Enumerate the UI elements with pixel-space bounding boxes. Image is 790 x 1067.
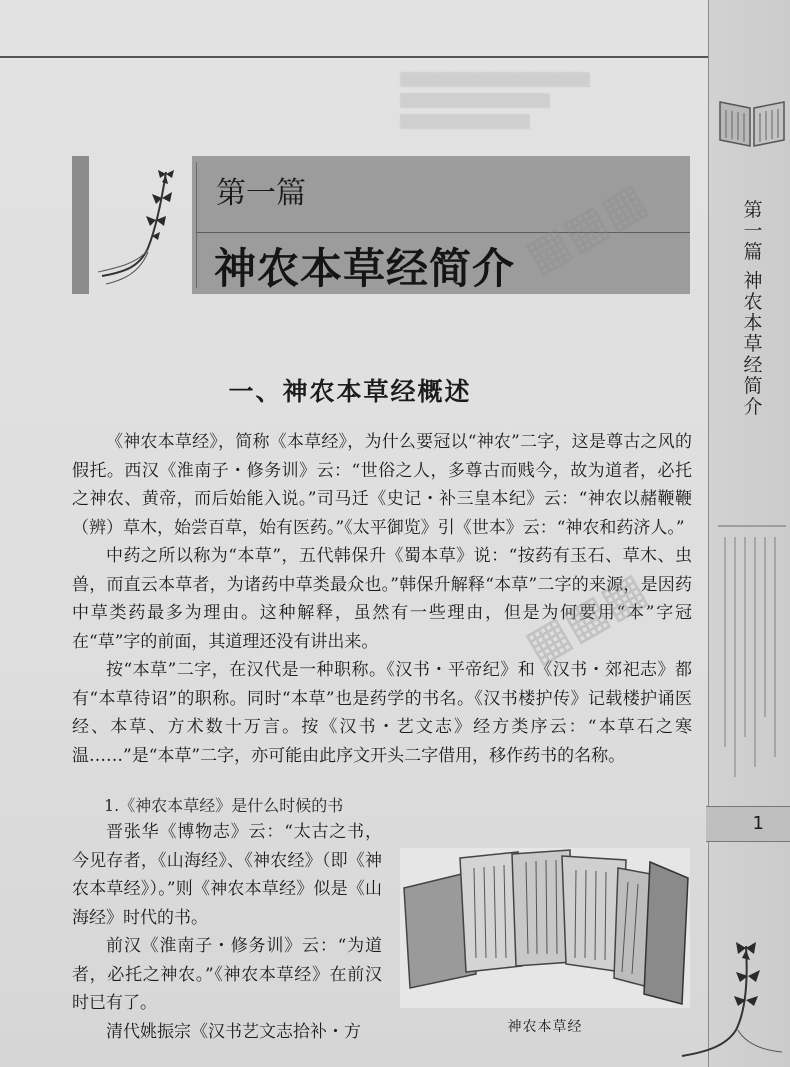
watermark-seal: ▦▦▦ — [515, 561, 656, 673]
paragraph: 按“本草”二字，在汉代是一种职称。《汉书・平帝纪》和《汉书・郊祀志》都有“本草待诏”的职称。同时“本草”也是药学的书名。《汉书楼护传》记载楼护诵医经、本草、方术数十万言。按《汉书・艺文志》经方类序云：“本草石之寒温……”是“本草”二字，亦可能由此序文开头二字借用，移作药书的名称。 — [72, 660, 692, 766]
page-number: 1 — [752, 813, 764, 834]
page-number-box — [706, 806, 790, 842]
herb-plant-icon — [96, 168, 188, 288]
paragraph: 前汉《淮南子・修务训》云：“为道者，必托之神农。”《神农本草经》在前汉时已有了。 — [72, 936, 382, 1013]
banner-left-bar — [72, 156, 89, 294]
watermark-seal: ▦▦▦ — [515, 171, 656, 283]
paragraph: 《神农本草经》，简称《本草经》，为什么要冠以“神农”二字，这是尊古之风的假托。西汉《淮南子・修务训》云：“世俗之人，多尊古而贱今，故为道者，必托之神农、黄帝，而后始能入说。”司马迁《史记・补三皇本纪》云：“神农以赭鞭鞭（辨）草木，始尝百草，始有医药。”《太平御览》引《世本》云：“神农和药济人。” — [72, 432, 692, 538]
paragraph: 中药之所以称为“本草”，五代韩保升《蜀本草》说：“按药有玉石、草木、虫兽，而直云本草者，为诸药中草类最众也。”韩保升解释“本草”二字的来源，是因药中草类药最多为理由。这种解释，虽然有一些理由，但是为何要用“本”字冠在“草”字的前面，其道理还没有讲出来。 — [72, 546, 692, 652]
ancient-books-photo — [400, 848, 690, 1008]
paragraph: 清代姚振宗《汉书艺文志拾补・方 — [106, 1021, 361, 1042]
banner-chapter-title: 神农本草经简介 — [214, 244, 516, 293]
photo-caption: 神农本草经 — [507, 1019, 583, 1035]
banner-part-title: 第一篇 — [216, 176, 306, 211]
body-text-narrow — [72, 818, 382, 1046]
side-tab-part: 第一篇 — [743, 199, 763, 263]
book-icon — [718, 96, 786, 148]
top-rule — [0, 56, 710, 58]
paragraph: 晋张华《博物志》云：“太古之书，今见存者，《山海经》、《神农经》（即《神农本草经》）。”则《神农本草经》似是《山海经》时代的书。 — [72, 822, 382, 928]
side-tab-title — [722, 200, 784, 418]
side-tab-chapter: 神农本草经简介 — [743, 270, 763, 418]
section-heading: 一、神农本草经概述 — [228, 377, 472, 406]
sub-heading: 1.《神农本草经》是什么时候的书 — [104, 796, 344, 815]
side-toc-columns — [718, 525, 786, 787]
banner-rule-vertical — [196, 162, 197, 288]
bleed-through-text: ▒▒▒▒▒▒▒▒▒▒▒▒▒▒▒▒▒▒▒ ▒▒▒▒▒▒▒▒▒▒▒▒▒▒▒ ▒▒▒▒▒▒▒▒▒▒▒▒▒ — [400, 73, 590, 130]
herb-plant-icon — [676, 940, 786, 1060]
